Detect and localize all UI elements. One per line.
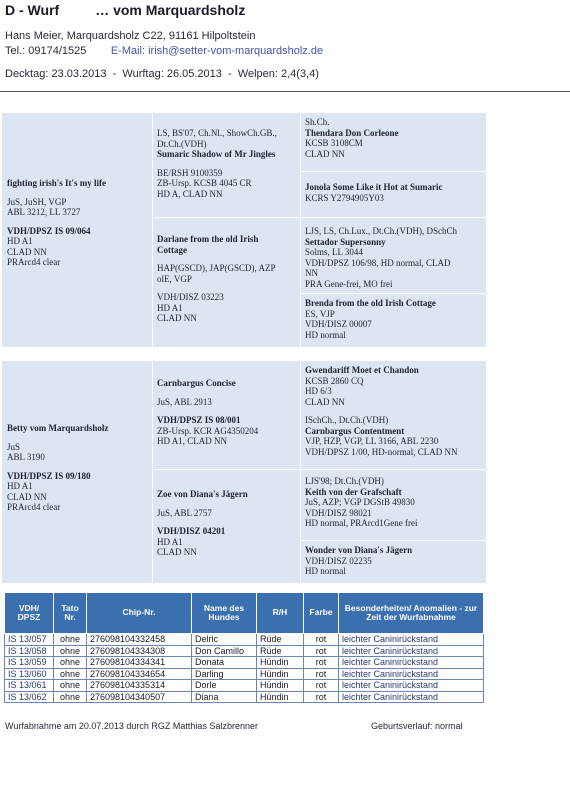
cell-chip: 276098104334654	[87, 668, 192, 680]
cell-chip: 276098104335314	[87, 680, 192, 692]
cell-vdh: IS 13/062	[5, 691, 54, 703]
table-row	[5, 680, 484, 692]
cell-chip: 276098104334308	[87, 645, 192, 657]
cell-remarks: leichter Caninirückstand	[339, 657, 484, 669]
cell-sex: Hündin	[257, 668, 304, 680]
sire-pedigree	[2, 113, 486, 347]
sire-ggp-3: LJS, LS, Ch.Lux., Dt.Ch.(VDH), DSchCh Settador Supersonny Solms, LL 3044 VDH/DPSZ 106/98, HD normal, CLAD NN PRA Gene-frei, MO frei	[305, 226, 458, 289]
phone-number: Tel.: 09174/1525	[5, 45, 87, 57]
cell-sex: Rüde	[257, 634, 304, 646]
cell-color: rot	[304, 657, 339, 669]
contact-line	[5, 45, 323, 57]
cell-remarks: leichter Caninirückstand	[339, 645, 484, 657]
cell-name: Delric	[192, 634, 257, 646]
col-header-sex: R/H	[257, 593, 304, 634]
cell-vdh: IS 13/060	[5, 668, 54, 680]
breeder-address: Hans Meier, Marquardsholz C22, 91161 Hilpoltstein	[5, 30, 256, 42]
cell-tato: ohne	[54, 691, 87, 703]
col-header-remarks: Besonderheiten/ Anomalien - zur Zeit der Wurfabnahme	[339, 593, 484, 634]
header-divider	[0, 91, 570, 92]
cell-remarks: leichter Caninirückstand	[339, 634, 484, 646]
cell-vdh: IS 13/061	[5, 680, 54, 692]
dam-ggp-2: LJS'98; Dt.Ch.(VDH) Keith von der Grafschaft JuS, AZP; VGP DGStB 49830 VDH/DISZ 98021 HD normal, PRArcd1Gene frei	[305, 476, 418, 528]
cell-chip: 276098104340507	[87, 691, 192, 703]
table-row	[5, 634, 484, 646]
table-header-row	[5, 593, 484, 634]
dam-ggp-1: Gwendariff Moet et Chandon KCSB 2860 CQ HD 6/3 CLAD NN ISchCh., Dt.Ch.(VDH) Carnbargus Contentment VJP, HZP, VGP, LL 3166, ABL 2230 VDH/DPSZ 1/00, HD-normal, CLAD NN	[305, 365, 458, 457]
cell-tato: ohne	[54, 680, 87, 692]
cell-sex: Hündin	[257, 657, 304, 669]
cell-color: rot	[304, 668, 339, 680]
dam-ggp-3: Wonder von Diana's Jägern VDH/DISZ 02235 HD normal	[305, 545, 413, 576]
cell-color: rot	[304, 691, 339, 703]
dam-granddam: Zoe von Diana's Jägern JuS, ABL 2757 VDH/DISZ 04201 HD A1 CLAD NN	[157, 489, 248, 557]
cell-remarks: leichter Caninirückstand	[339, 691, 484, 703]
cell-name: Diana	[192, 691, 257, 703]
col-header-vdh: VDH/ DPSZ	[5, 593, 54, 634]
dam-grandsire: Carnbargus Concise JuS, ABL 2913 VDH/DPSZ IS 08/001 ZB-Ursp. KCR AG4350204 HD A1, CLAD NN	[157, 378, 259, 446]
cell-tato: ohne	[54, 645, 87, 657]
cell-chip: 276098104332458	[87, 634, 192, 646]
cell-tato: ohne	[54, 634, 87, 646]
table-row	[5, 657, 484, 669]
sire-granddam: Darlane from the old Irish Cottage HAP(GSCD), JAP(GSCD), AZP olE, VGP VDH/DISZ 03223 HD A1 CLAD NN	[157, 234, 276, 323]
cell-name: Dorle	[192, 680, 257, 692]
page-title	[5, 2, 245, 18]
cell-color: rot	[304, 634, 339, 646]
sire-grandsire: LS, BS'07, Ch.Nl., ShowCh.GB., Dt.Ch.(VDH) Sumaric Shadow of Mr Jingles BE/RSH 9100359 ZB-Ursp. KCSB 4045 CR HD A, CLAD NN	[157, 128, 277, 199]
cell-vdh: IS 13/057	[5, 634, 54, 646]
cell-remarks: leichter Caninirückstand	[339, 680, 484, 692]
cell-color: rot	[304, 645, 339, 657]
litter-dates: Decktag: 23.03.2013 - Wurftag: 26.05.2013 - Welpen: 2,4(3,4)	[5, 68, 319, 80]
cell-chip: 276098104334341	[87, 657, 192, 669]
cell-vdh: IS 13/059	[5, 657, 54, 669]
cell-name: Don Camillo	[192, 645, 257, 657]
email-link[interactable]: E-Mail: irish@setter-vom-marquardsholz.de	[110, 45, 324, 57]
cell-name: Darling	[192, 668, 257, 680]
birth-course-note: Geburtsverlauf: normal	[371, 721, 463, 731]
cell-name: Donata	[192, 657, 257, 669]
cell-sex: Hündin	[257, 680, 304, 692]
cell-tato: ohne	[54, 668, 87, 680]
cell-sex: Rüde	[257, 645, 304, 657]
col-header-chip: Chip-Nr.	[87, 593, 192, 634]
sire-ggp-4: Brenda from the old Irish Cottage ES, VJP VDH/DISZ 00007 HD normal	[305, 298, 436, 340]
sire-info: fighting irish's It's my life JuS, JuSH, VGP ABL 3212, LL 3727 VDH/DPSZ IS 09/064 HD A1 CLAD NN PRArcd4 clear	[7, 178, 107, 267]
cell-tato: ohne	[54, 657, 87, 669]
sire-ggp-2: Jonola Some Like it Hot at Sumaric KCRS Y2794905Y03	[305, 182, 443, 203]
cell-color: rot	[304, 680, 339, 692]
title-right: … vom Marquardsholz	[95, 2, 246, 18]
sire-ggp-1: Sh.Ch. Thendara Don Corleone KCSB 3108CM CLAD NN	[305, 117, 399, 159]
col-header-name: Name des Hundes	[192, 593, 257, 634]
table-row	[5, 668, 484, 680]
litter-table	[4, 592, 484, 703]
table-row	[5, 691, 484, 703]
cell-remarks: leichter Caninirückstand	[339, 668, 484, 680]
dam-pedigree	[2, 361, 486, 583]
title-left: D - Wurf	[5, 2, 60, 18]
litter-inspection-note: Wurfabnahme am 20.07.2013 durch RGZ Matthias Salzbrenner	[5, 721, 258, 731]
cell-sex: Hündin	[257, 691, 304, 703]
dam-info: Betty vom Marquardsholz JuS ABL 3190 VDH/DPSZ IS 09/180 HD A1 CLAD NN PRArcd4 clear	[7, 423, 109, 512]
col-header-tato: Tato Nr.	[54, 593, 87, 634]
cell-vdh: IS 13/058	[5, 645, 54, 657]
col-header-color: Farbe	[304, 593, 339, 634]
table-row	[5, 645, 484, 657]
